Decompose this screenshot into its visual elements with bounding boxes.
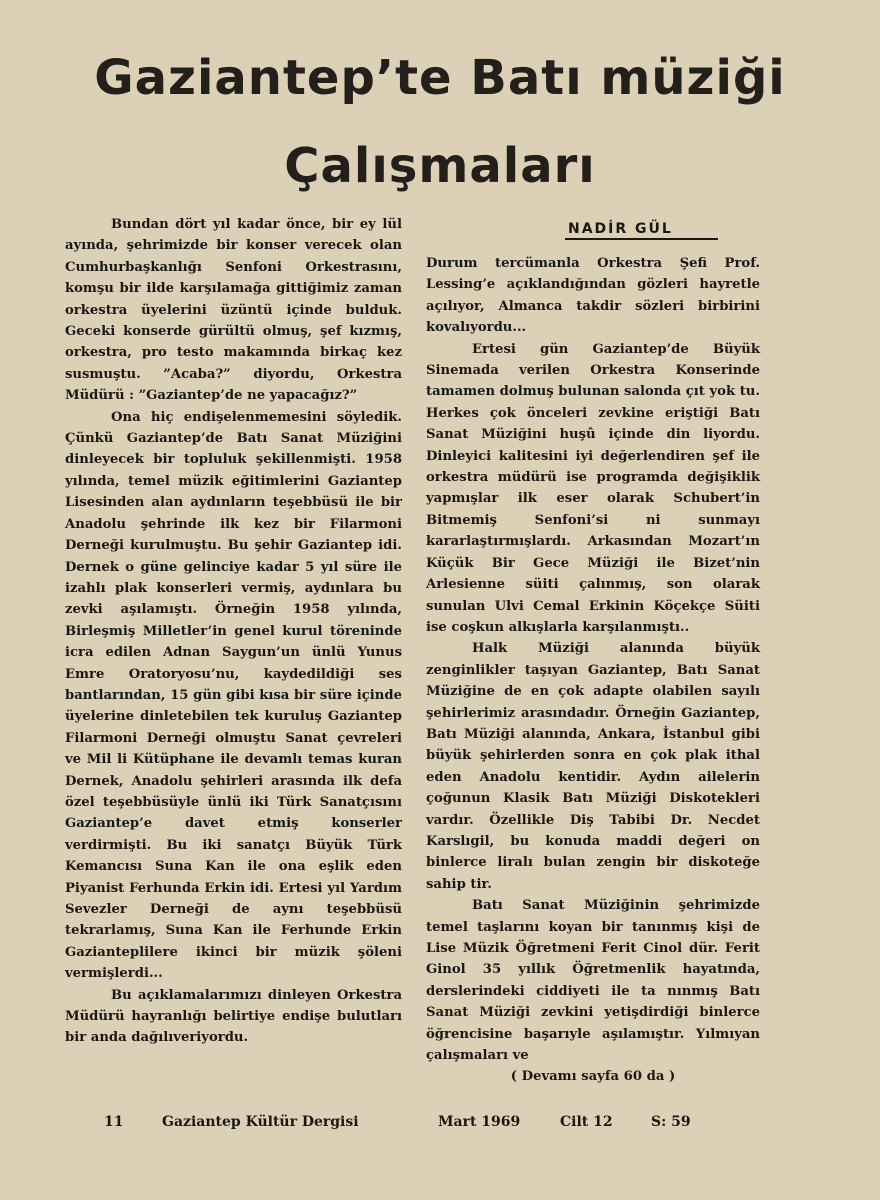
paragraph: Bu açıklamalarımızı dinleyen Orkestra Müdürü hayranlığı belirtiye endişe bulutları bir anda dağılıveriyordu. (65, 987, 402, 1046)
continued-note: ( Devamı sayfa 60 da ) (510, 1069, 676, 1085)
author-underline (565, 238, 718, 240)
magazine-name: Gaziantep Kültür Dergisi (162, 1114, 359, 1130)
paragraph: Bundan dört yıl kadar önce, bir ey lül ayında, şehrimizde bir konser verecek olan Cumhurbaşkanlığı Senfoni Orkestrasını, komşu bir ilde karşılamağa gittiğimiz zaman orkestra üyelerini üzüntü içinde bulduk. Geceki konserde gürültü olmuş, şef kızmış, orkestra, pro testo makamında birkaç kez susmuştu. ”Acaba?” diyordu, Orkestra Müdürü : ”Gaziantep’de ne yapacağız?” (65, 217, 402, 404)
article-title-line-2: Çalışmaları (284, 138, 596, 194)
paragraph: Halk Müziği alanında büyük zenginlikler taşıyan Gaziantep, Batı Sanat Müziğine de en çok adapte olabilen sayılı şehirlerimiz arasındadır. Örneğin Gaziantep, Batı Müziği alanında, Ankara, İstanbul gibi büyük şehirlerden sonra en çok plak ithal eden Anadolu kentidir. Aydın ailelerin çoğunun Klasik Batı Müziği Diskotekleri vardır. Özellikle Diş Tabibi Dr. Necdet Karslıgil, bu konuda maddi değeri on binlerce liralı bulan zengin bir diskoteğe sahip tir. (426, 641, 760, 892)
article-title-line-1: Gaziantep’te Batı müziği (94, 50, 786, 106)
left-column (65, 214, 402, 1049)
paragraph: Ona hiç endişelenmemesini söyledik. Çünkü Gaziantep’de Batı Sanat Müziğini dinleyecek bir topluluk şekillenmişti. 1958 yılında, temel müzik eğitimlerini Gaziantep Lisesinden alan aydınların teşebbüsü ile bir Anadolu şehrinde ilk kez bir Filarmoni Derneği kurulmuştu. Bu şehir Gaziantep idi. Dernek o güne gelinciye kadar 5 yıl süre ile izahlı plak konserleri vermiş, aydınlara bu zevki aşılamıştı. Örneğin 1958 yılında, Birleşmiş Milletler’in genel kurul töreninde icra edilen Adnan Saygun’un ünlü Yunus Emre Oratoryosu’nu, kaydedildiği ses bantlarından, 15 gün gibi kısa bir süre içinde üyelerine dinletebilen tek kuruluş Gaziantep Filarmoni Derneği olmuştu Sanat çevreleri ve Mil li Kütüphane ile devamlı temas kuran Dernek, Anadolu şehirleri arasında ilk defa özel teşebbüsüyle ünlü iki Türk Sanatçısını Gaziantep’e davet etmiş konserler verdirmişti. Bu iki sanatçı Büyük Türk Kemancısı Suna Kan ile ona eşlik eden Piyanist Ferhunda Erkin idi. Ertesi yıl Yardım Sevezler Derneği de aynı teşebbüsü tekrarlamış, Suna Kan ile Ferhunde Erkin Gazianteplilere ikinci bir müzik şöleni vermişlerdi... (65, 409, 402, 982)
paragraph: Batı Sanat Müziğinin şehrimizde temel taşlarını koyan bir tanınmış kişi de Lise Müzik Öğretmeni Ferit Cinol dür. Ferit Ginol 35 yıllık Öğretmenlik hayatında, derslerindeki ciddiyeti ile ta nınmış Batı Sanat Müziği zevkini yetişdirdiği binlerce öğrencisine başarıyle aşılamıştır. Yılmıyan çalışmaları ve (426, 898, 760, 1064)
page-number: 11 (104, 1114, 124, 1130)
paragraph: Ertesi gün Gaziantep’de Büyük Sinemada verilen Orkestra Konserinde tamamen dolmuş bulunan salonda çıt yok tu. Herkes çok önceleri zevkine eriştiği Batı Sanat Müziğini huşû içinde din liyordu. Dinleyici kalitesini iyi değerlendiren şef ile orkestra müdürü ise programda değişiklik yapmışlar ilk eser olarak Schubert’in Bitmemiş Senfoni’si ni sunmayı kararlaştırmışlardı. Arkasından Mozart’ın Küçük Bir Gece Müziği ile Bizet’nin Arlesienne süiti çalınmış, son olarak sunulan Ulvi Cemal Erkinin Köçekçe Süiti ise coşkun alkışlarla karşılanmıştı.. (426, 341, 760, 635)
paragraph: Durum tercümanla Orkestra Şefi Prof. Lessing’e açıklandığından gözleri hayretle açılıyor, Almanca takdir sözleri birbirini kovalıyordu... (426, 256, 760, 336)
issue-date: Mart 1969 (438, 1114, 521, 1130)
author-byline: NADİR GÜL (568, 221, 673, 237)
right-column (426, 253, 760, 1088)
volume-number: Cilt 12 (560, 1114, 613, 1130)
issue-number: S: 59 (651, 1114, 691, 1130)
